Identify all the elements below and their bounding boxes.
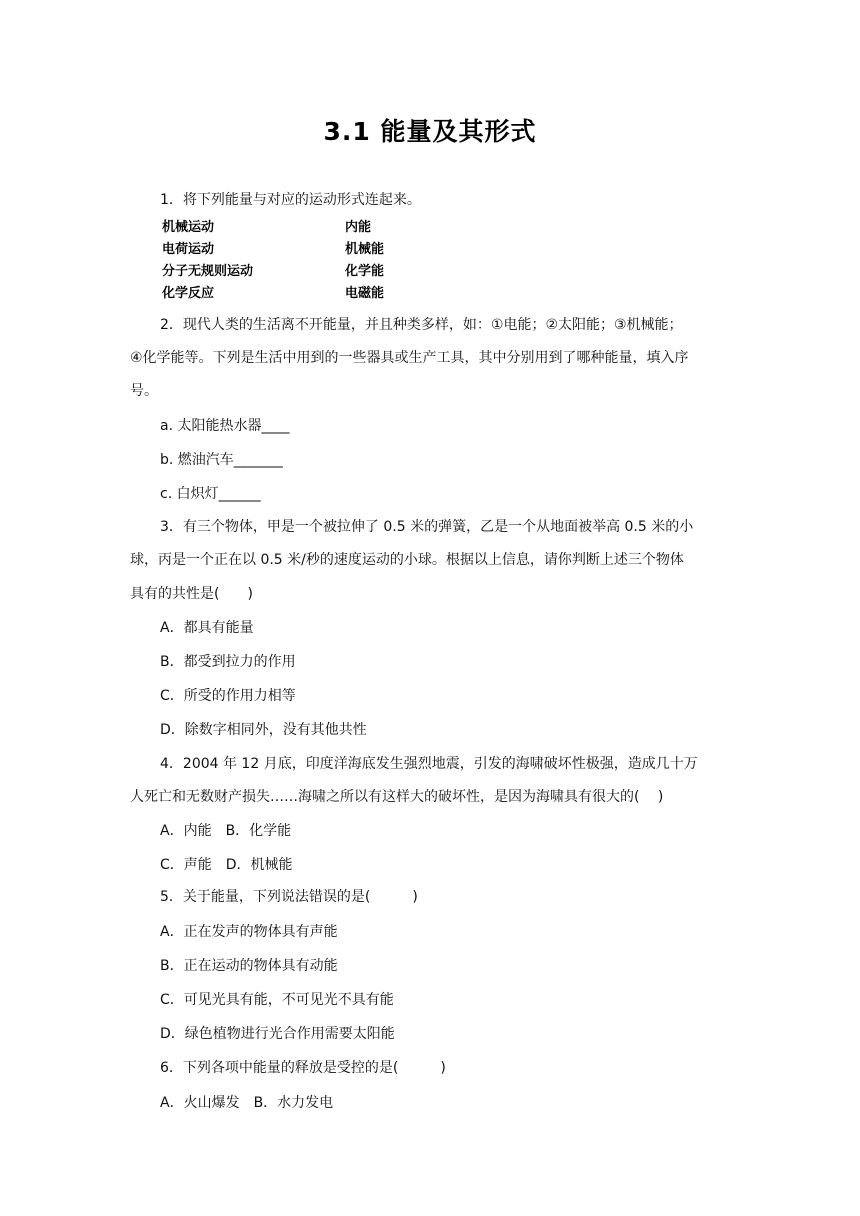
question-5-option: A．正在发声的物体具有声能 — [160, 924, 338, 940]
question-3-option: A．都具有能量 — [160, 620, 254, 636]
question-3-stem-line-3: 具有的共性是( ) — [130, 586, 253, 602]
question-1-stem: 1．将下列能量与对应的运动形式连起来。 — [160, 192, 421, 208]
question-3-option: B．都受到拉力的作用 — [160, 654, 296, 670]
question-6-options-line-1: A．火山爆发 B．水力发电 — [160, 1095, 334, 1111]
question-2-item: c. 白炽灯______ — [160, 486, 261, 502]
match-left-item: 电荷运动 — [162, 242, 215, 257]
match-right-item: 内能 — [345, 220, 372, 235]
question-5-option: B．正在运动的物体具有动能 — [160, 958, 338, 974]
question-3-option: D．除数字相同外，没有其他共性 — [160, 722, 367, 738]
match-left-item: 分子无规则运动 — [162, 264, 254, 279]
question-2-item: a. 太阳能热水器____ — [160, 418, 290, 434]
question-4-stem-line-1: 4．2004 年 12 月底，印度洋海底发生强烈地震，引发的海啸破坏性极强，造成几十万 — [160, 756, 698, 772]
question-3-stem-line-1: 3．有三个物体，甲是一个被拉伸了 0.5 米的弹簧，乙是一个从地面被举高 0.5 米的小 — [160, 519, 694, 535]
question-4-options-line-1: A．内能 B．化学能 — [160, 823, 292, 839]
question-5-option: D．绿色植物进行光合作用需要太阳能 — [160, 1026, 395, 1042]
question-5-option: C．可见光具有能，不可见光不具有能 — [160, 992, 394, 1008]
question-4-stem-line-2: 人死亡和无数财产损失……海啸之所以有这样大的破坏性，是因为海啸具有很大的( ) — [130, 789, 664, 805]
page-title: 3.1 能量及其形式 — [323, 117, 537, 146]
question-5-stem: 5．关于能量，下列说法错误的是( ) — [160, 889, 418, 905]
match-right-item: 化学能 — [345, 264, 385, 279]
question-3-stem-line-2: 球，丙是一个正在以 0.5 米/秒的速度运动的小球。根据以上信息，请你判断上述三个物体 — [130, 552, 684, 568]
match-left-item: 化学反应 — [162, 286, 215, 301]
question-4-options-line-2: C．声能 D．机械能 — [160, 857, 293, 873]
question-2-item: b. 燃油汽车_______ — [160, 452, 283, 468]
question-2-stem-line-3: 号。 — [130, 383, 158, 399]
question-2-stem-line-2: ④化学能等。下列是生活中用到的一些器具或生产工具，其中分别用到了哪种能量，填入序 — [130, 350, 689, 366]
question-3-option: C．所受的作用力相等 — [160, 688, 296, 704]
question-6-stem: 6．下列各项中能量的释放是受控的是( ) — [160, 1060, 446, 1076]
match-right-item: 电磁能 — [345, 286, 385, 301]
question-2-stem-line-1: 2．现代人类的生活离不开能量，并且种类多样，如：①电能；②太阳能；③机械能； — [160, 317, 683, 333]
match-right-item: 机械能 — [345, 242, 385, 257]
match-left-item: 机械运动 — [162, 220, 215, 235]
